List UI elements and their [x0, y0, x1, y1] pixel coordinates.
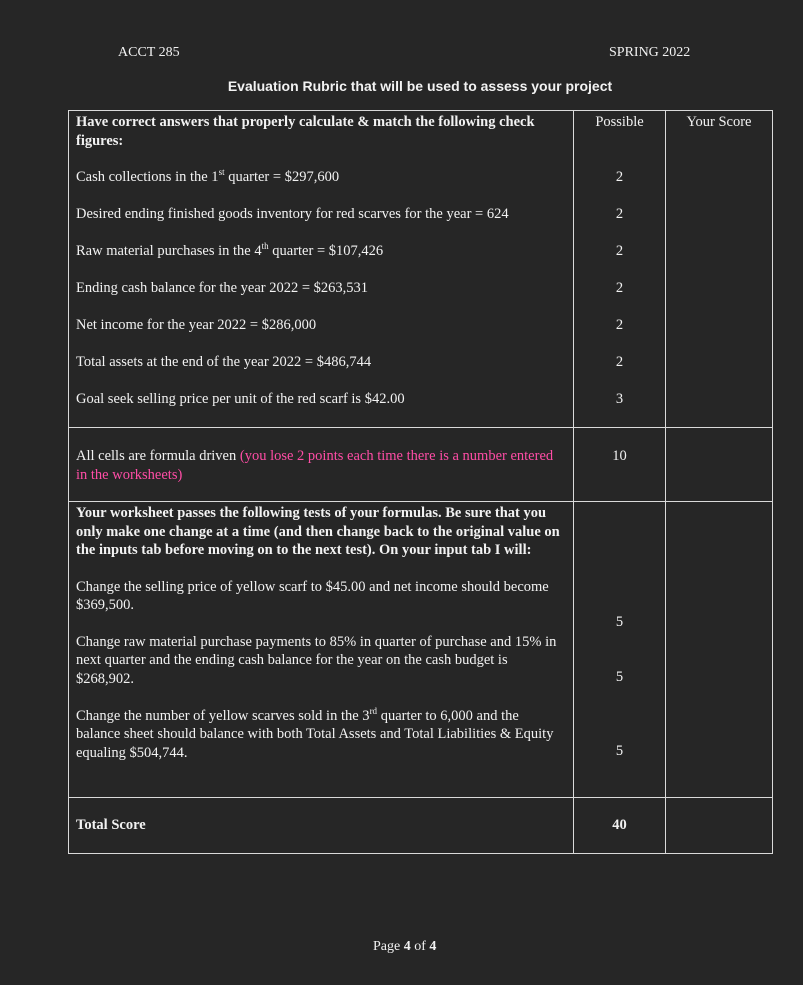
- section-check-figures: [69, 111, 773, 428]
- test-yellow-scarves: Change the number of yellow scarves sold in the 3rd quarter to 6,000 and the balance sheet should balance with both Total Assets and Total Liabilities & Equity equaling $504,744.: [76, 705, 554, 761]
- check-figure-item: Raw material purchases in the 4th quarter = $107,426: [76, 241, 384, 259]
- formula-driven-text: All cells are formula driven: [76, 448, 240, 464]
- check-figure-points: [581, 168, 658, 427]
- formula-tests-cell: [69, 502, 574, 798]
- formula-driven-cell: [69, 428, 574, 502]
- check-figure-list: [76, 168, 566, 427]
- check-figure-item: Net income for the year 2022 = $286,000: [76, 317, 317, 333]
- check-figure-item: Desired ending finished goods inventory for red scarves for the year = 624: [76, 206, 509, 222]
- check-figure-item: Ending cash balance for the year 2022 = $263,531: [76, 280, 369, 296]
- total-label: Total Score: [69, 798, 574, 854]
- check-figure-item: Total assets at the end of the year 2022 = $486,744: [76, 354, 372, 370]
- check-figure-item: Cash collections in the 1st quarter = $297,600: [76, 167, 340, 185]
- test1-points: 5: [615, 614, 624, 630]
- formula-tests-heading: Your worksheet passes the following tests of your formulas. Be sure that you only make one change at a time (and then change back to the original value on the inputs tab before moving on to the next test). On your input tab I will:: [76, 505, 560, 558]
- formula-driven-note: (you lose 2 points each time there is a number entered in the worksheets): [76, 448, 554, 483]
- check-figure-points-value: 2: [615, 354, 624, 370]
- score-header: Your Score: [666, 111, 773, 428]
- section-formula-tests: [69, 502, 773, 798]
- possible-header: Possible: [595, 114, 644, 130]
- term: SPRING 2022: [609, 45, 691, 60]
- total-score[interactable]: [666, 798, 773, 854]
- formula-tests-score[interactable]: [666, 502, 773, 798]
- total-points: 40: [574, 798, 666, 854]
- check-figures-heading: Have correct answers that properly calculate & match the following check figures:: [76, 114, 535, 149]
- check-figure-points-value: 2: [615, 317, 624, 333]
- check-figure-points-value: 2: [615, 206, 624, 222]
- check-figure-points-value: 2: [615, 280, 624, 296]
- test2-points: 5: [615, 669, 624, 685]
- check-figure-points-value: 2: [615, 243, 624, 259]
- formula-driven-score[interactable]: [666, 428, 773, 502]
- check-figure-points-value: 3: [615, 391, 624, 407]
- test3-points: 5: [615, 743, 624, 759]
- page-title: Evaluation Rubric that will be used to assess your project: [227, 78, 613, 94]
- formula-tests-points: [574, 502, 666, 798]
- test-selling-price: Change the selling price of yellow scarf to $45.00 and net income should become $369,500.: [76, 578, 549, 613]
- possible-points-cell: [574, 111, 666, 428]
- formula-driven-points: 10: [574, 428, 666, 502]
- section-formula-driven: [69, 428, 773, 502]
- total-row: [69, 798, 773, 854]
- page-number: Page 4 of 4: [373, 939, 437, 954]
- rubric-table: [68, 110, 773, 854]
- course-code: ACCT 285: [118, 45, 180, 60]
- check-figures-cell: [69, 111, 574, 428]
- check-figure-item: Goal seek selling price per unit of the red scarf is $42.00: [76, 391, 405, 407]
- check-figure-points-value: 2: [615, 169, 624, 185]
- test-purchase-payments: Change raw material purchase payments to 85% in quarter of purchase and 15% in next quarter and the ending cash balance for the year on the cash budget is $268,902.: [76, 633, 557, 687]
